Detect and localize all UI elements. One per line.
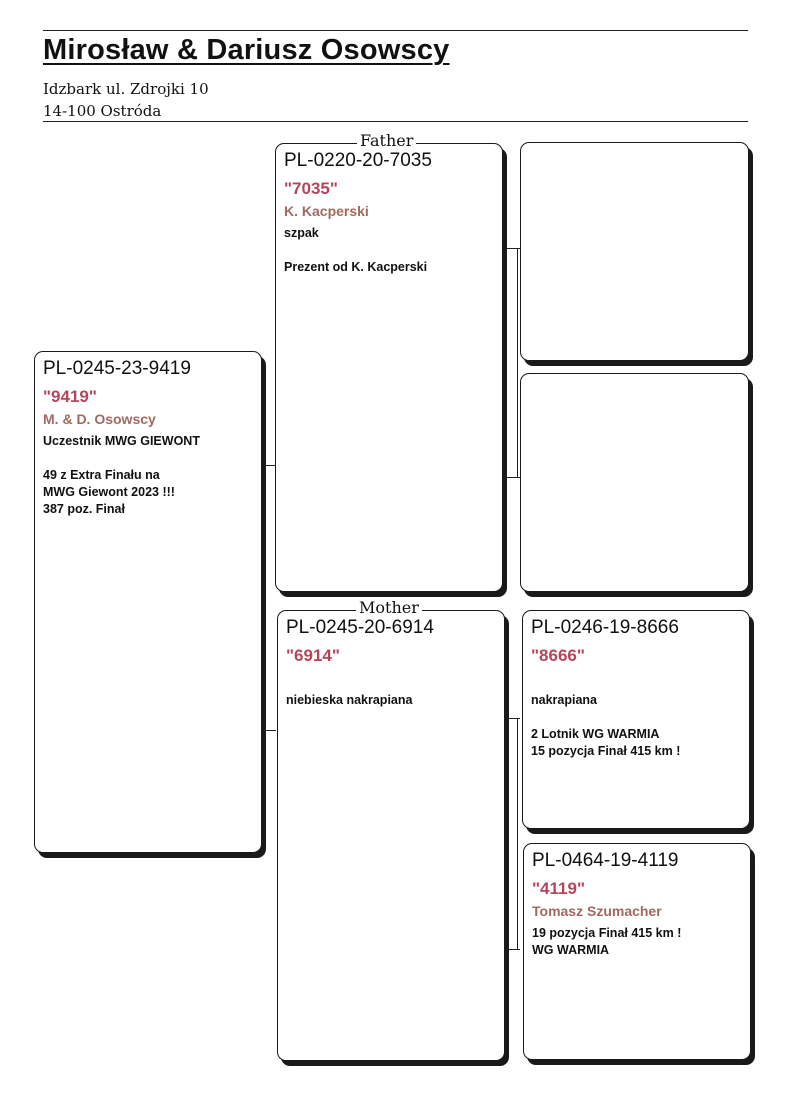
subject-ring-number: PL-0245-23-9419 (43, 358, 191, 379)
father-label: Father (357, 133, 416, 149)
owner-name: Mirosław & Dariusz Osowscy (43, 34, 450, 66)
subject-info: Uczestnik MWG GIEWONT 49 z Extra Finału na MWG Giewont 2023 !!! 387 poz. Finał (43, 434, 200, 516)
mother-card (277, 610, 505, 1061)
address-line-1: Idzbark ul. Zdrojki 10 (43, 80, 209, 98)
mf-card (522, 610, 750, 829)
mm-pigeon-name: "4119" (532, 879, 586, 898)
mf-pigeon-name: "8666" (531, 646, 585, 665)
header-bottom-rule (43, 121, 748, 122)
top-rule (43, 30, 748, 31)
father-card (275, 143, 503, 592)
mother-pigeon-name: "6914" (286, 646, 340, 665)
mother-info: niebieska nakrapiana (286, 693, 413, 707)
father-info: szpak Prezent od K. Kacperski (284, 226, 428, 274)
fm-card (520, 373, 749, 592)
connector-father-vertical (517, 248, 518, 478)
mother-label: Mother (356, 600, 422, 616)
mother-breeder (286, 670, 496, 686)
mm-ring-number: PL-0464-19-4119 (532, 850, 679, 871)
mf-ring-number: PL-0246-19-8666 (531, 617, 679, 638)
connector-father-fm (503, 477, 520, 478)
ff-card (520, 142, 749, 361)
connector-mother-mf (503, 718, 520, 719)
mf-breeder (531, 670, 741, 686)
father-ring-number: PL-0220-20-7035 (284, 150, 432, 171)
connector-mother-mm (503, 949, 520, 950)
connector-subject-mother (263, 730, 276, 731)
subject-card (34, 351, 262, 853)
connector-mother-vertical (517, 718, 518, 950)
mm-breeder: Tomasz Szumacher (532, 903, 662, 919)
mm-card (523, 843, 751, 1060)
father-breeder: K. Kacperski (284, 203, 369, 219)
subject-pigeon-name: "9419" (43, 387, 97, 406)
father-pigeon-name: "7035" (284, 179, 338, 198)
subject-breeder: M. & D. Osowscy (43, 411, 156, 427)
connector-father-ff (503, 248, 520, 249)
mother-ring-number: PL-0245-20-6914 (286, 617, 434, 638)
mm-info: 19 pozycja Finał 415 km ! WG WARMIA (532, 926, 682, 957)
address-line-2: 14-100 Ostróda (43, 102, 162, 120)
connector-subject-stub (263, 465, 264, 731)
mf-info: nakrapiana 2 Lotnik WG WARMIA 15 pozycja Finał 415 km ! (531, 693, 681, 758)
